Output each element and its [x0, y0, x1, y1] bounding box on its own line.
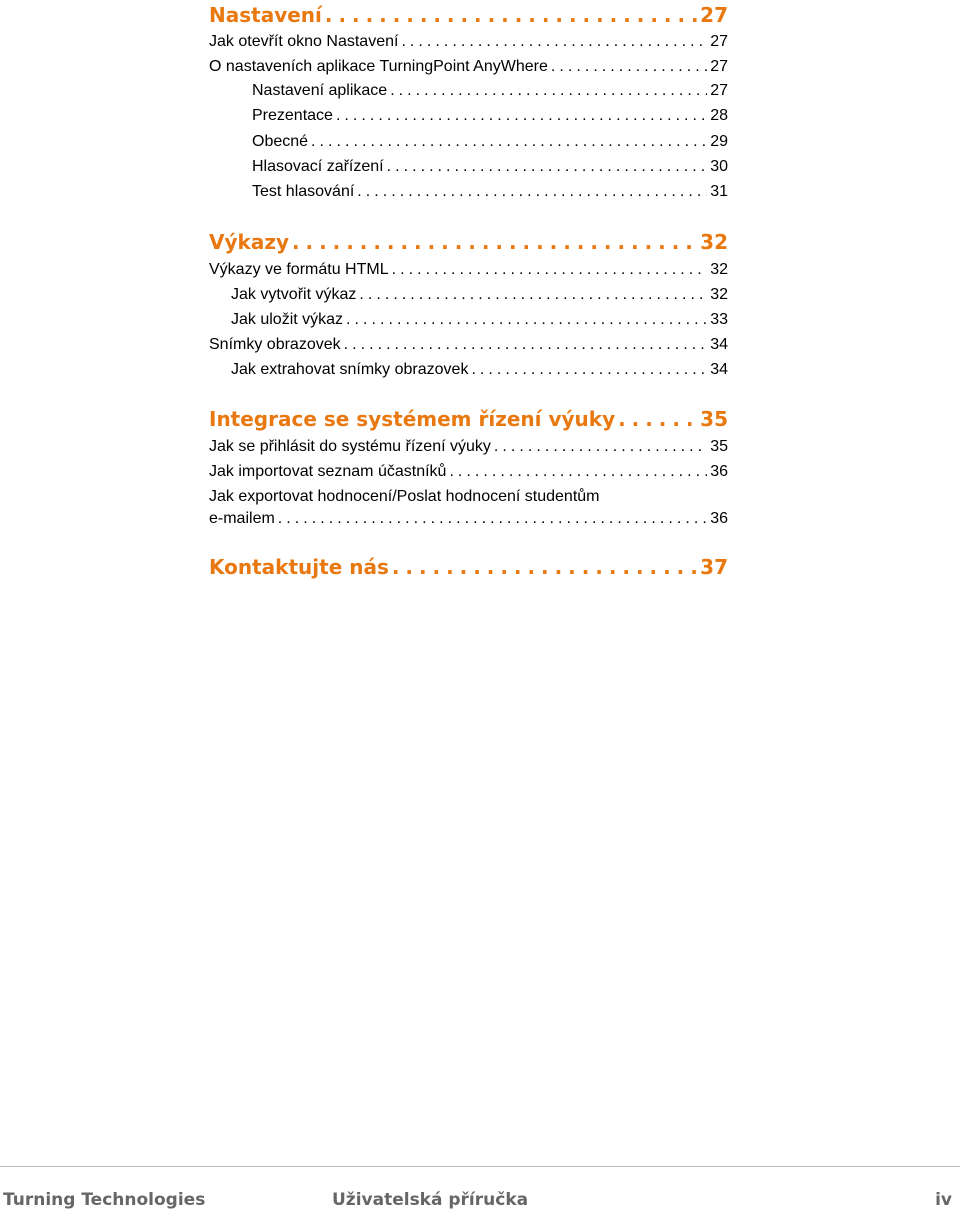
toc-title: Jak exportovat hodnocení/Poslat hodnocení studentům [209, 488, 600, 505]
toc-page: 27 [710, 82, 728, 99]
toc-item-nastaveni-aplikace[interactable] [209, 78, 728, 104]
toc-heading-vykazy[interactable] [209, 227, 728, 257]
toc-item-jak-extrahovat[interactable] [209, 357, 728, 383]
toc-page: 36 [710, 463, 728, 480]
toc-title: Jak otevřít okno Nastavení [209, 33, 399, 50]
toc-item-o-nastavenich[interactable] [209, 54, 728, 80]
toc-page: 34 [710, 361, 728, 378]
toc-item-jak-otevrit[interactable] [209, 29, 728, 55]
toc-title: Jak importovat seznam účastníků [209, 463, 447, 480]
toc-title: Jak extrahovat snímky obrazovek [231, 361, 469, 378]
toc-title: Kontaktujte nás [209, 555, 389, 579]
toc-leader [336, 103, 707, 129]
toc-leader [292, 227, 697, 257]
toc-leader [325, 0, 697, 30]
toc-item-jak-vytvorit[interactable] [209, 282, 728, 308]
toc-leader [392, 257, 708, 283]
toc-heading-kontaktujte[interactable] [209, 552, 728, 582]
footer-page-number: iv [935, 1190, 952, 1210]
toc-leader [346, 307, 707, 333]
toc-title: Obecné [252, 133, 309, 150]
toc-heading-nastaveni[interactable] [209, 0, 728, 30]
toc-leader [471, 357, 707, 383]
toc-page: 27 [710, 58, 728, 75]
toc-leader [387, 154, 708, 180]
toc-page: 35 [710, 438, 728, 455]
toc-title: Snímky obrazovek [209, 336, 341, 353]
toc-page: 29 [710, 133, 728, 150]
toc-leader [311, 129, 707, 155]
footer-divider [0, 1166, 960, 1167]
toc-item-test-hlasovani[interactable] [209, 179, 728, 205]
toc-item-jak-ulozit[interactable] [209, 307, 728, 333]
toc-title: Hlasovací zařízení [252, 158, 384, 175]
toc-page: 32 [710, 286, 728, 303]
toc-title: Jak vytvořit výkaz [231, 286, 357, 303]
toc-leader [359, 282, 707, 308]
toc-title: Prezentace [252, 107, 333, 124]
toc-leader [551, 54, 707, 80]
toc-title: Jak uložit výkaz [231, 311, 344, 328]
toc-leader [449, 459, 707, 485]
toc-item-prezentace[interactable] [209, 103, 728, 129]
toc-item-jak-exportovat-line1[interactable] [209, 486, 728, 508]
footer-company: Turning Technologies [3, 1190, 206, 1210]
toc-page: 35 [700, 407, 728, 431]
toc-item-jak-importovat[interactable] [209, 459, 728, 485]
footer-document-title: Uživatelská příručka [332, 1190, 529, 1210]
toc-title: Jak se přihlásit do systému řízení výuky [209, 438, 491, 455]
toc-leader [344, 332, 708, 358]
toc-leader [618, 404, 697, 434]
toc-page: 32 [700, 230, 728, 254]
toc-leader [494, 434, 707, 460]
toc-title: Integrace se systémem řízení výuky [209, 407, 616, 431]
toc-item-jak-prihlasit[interactable] [209, 434, 728, 460]
toc-page: 31 [710, 183, 728, 200]
toc-heading-integrace[interactable] [209, 404, 728, 434]
toc-item-hlasovaci-zarizeni[interactable] [209, 154, 728, 180]
toc-page: 33 [710, 311, 728, 328]
toc-page: 36 [710, 510, 728, 527]
toc-item-jak-exportovat[interactable] [209, 506, 728, 532]
toc-page: 34 [710, 336, 728, 353]
toc-item-obecne[interactable] [209, 129, 728, 155]
toc-leader [390, 78, 707, 104]
toc-page: 30 [710, 158, 728, 175]
toc-leader [401, 29, 707, 55]
toc-title: O nastaveních aplikace TurningPoint AnyWhere [209, 58, 548, 75]
toc-title: Výkazy ve formátu HTML [209, 261, 389, 278]
toc-title: Test hlasování [252, 183, 355, 200]
toc-item-vykazy-html[interactable] [209, 257, 728, 283]
toc-page: 27 [700, 3, 728, 27]
toc-title: Nastavení [209, 3, 322, 27]
toc-leader [392, 552, 697, 582]
toc-leader [357, 179, 707, 205]
toc-title: Nastavení aplikace [252, 82, 388, 99]
toc-page: 32 [710, 261, 728, 278]
toc-page: 37 [700, 555, 728, 579]
toc-item-snimky[interactable] [209, 332, 728, 358]
toc-page: 27 [710, 33, 728, 50]
toc-page: 28 [710, 107, 728, 124]
toc-leader [278, 506, 707, 532]
toc-title: Výkazy [209, 230, 289, 254]
toc-title: e-mailem [209, 510, 275, 527]
